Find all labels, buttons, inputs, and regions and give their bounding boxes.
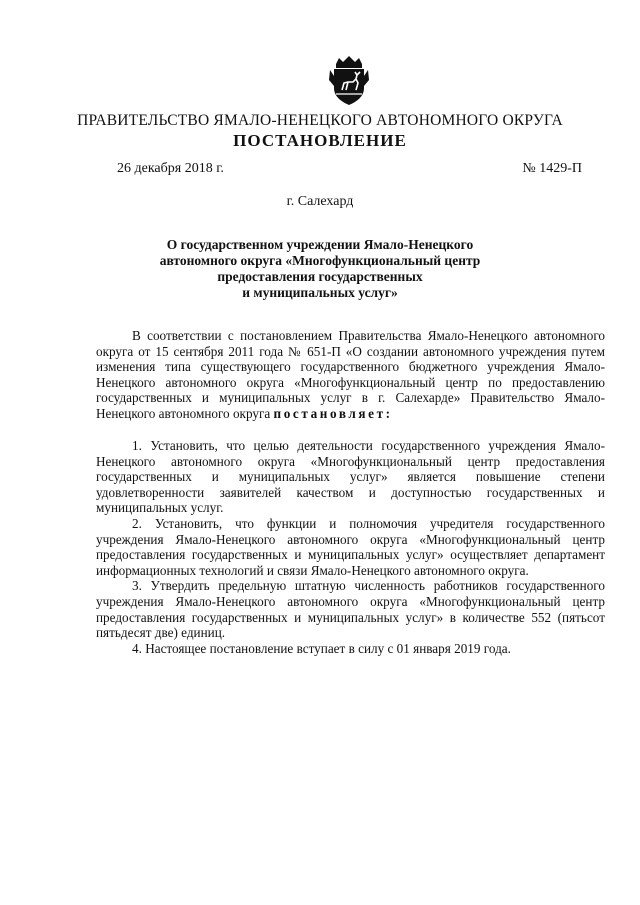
document-subject (150, 237, 490, 301)
resolution-item-2: 2. Установить, что функции и полномочия учредителя государственного учреждения Ямало-Ненецкого автономного округа «Многофункциональный центр предоставления государственных и муниципальных услуг» осуществляет департамент информационных технологий и связи Ямало-Ненецкого автономного округа. (96, 515, 605, 578)
subject-line: О государственном учреждении Ямало-Ненецкого (166, 237, 474, 252)
yamal-nenets-coat-of-arms-icon (326, 56, 372, 106)
document-number: № 1429-П (522, 161, 582, 176)
subject-line: предоставления государственных (217, 269, 423, 284)
document-date: 26 декабря 2018 г. (117, 161, 224, 176)
resolution-item-4: 4. Настоящее постановление вступает в силу с 01 января 2019 года. (132, 640, 511, 656)
resolution-item-1: 1. Установить, что целью деятельности государственного учреждения Ямало-Ненецкого автономного округа «Многофункциональный центр предоставления государственных и муниципальных услуг» является повышение степени удовлетворенности заявителей качеством и доступностью государственных и муниципальных услуг. (96, 438, 605, 516)
resolution-items (96, 438, 605, 656)
preamble-paragraph (96, 328, 605, 422)
preamble-text: В соответствии с постановлением Правительства Ямало-Ненецкого автономного округа от 15 сентября 2011 года № 651-П «О создании автономного учреждения путем изменения типа существующего государственного бюджетного учреждения Ямало-Ненецкого автономного округа «Многофункциональный центр по предоставлению государственных и муниципальных услуг в г. Салехарде» Правительство Ямало-Ненецкого автономного округа (96, 328, 605, 421)
document-type-title: ПОСТАНОВЛЕНИЕ (233, 131, 407, 150)
subject-line: автономного округа «Многофункциональный центр (159, 253, 481, 268)
document-city: г. Салехард (286, 194, 354, 209)
resolve-word: постановляет: (273, 405, 393, 421)
resolution-item-3: 3. Утвердить предельную штатную численность работников государственного учреждения Ямало-Ненецкого автономного округа «Многофункциональный центр предоставления государственных и муниципальных услуг» в количестве 552 (пятьсот пятьдесят две) единиц. (96, 578, 605, 641)
government-name: ПРАВИТЕЛЬСТВО ЯМАЛО-НЕНЕЦКОГО АВТОНОМНОГО ОКРУГА (77, 112, 563, 129)
subject-line: и муниципальных услуг» (242, 285, 398, 300)
preamble (96, 328, 605, 422)
